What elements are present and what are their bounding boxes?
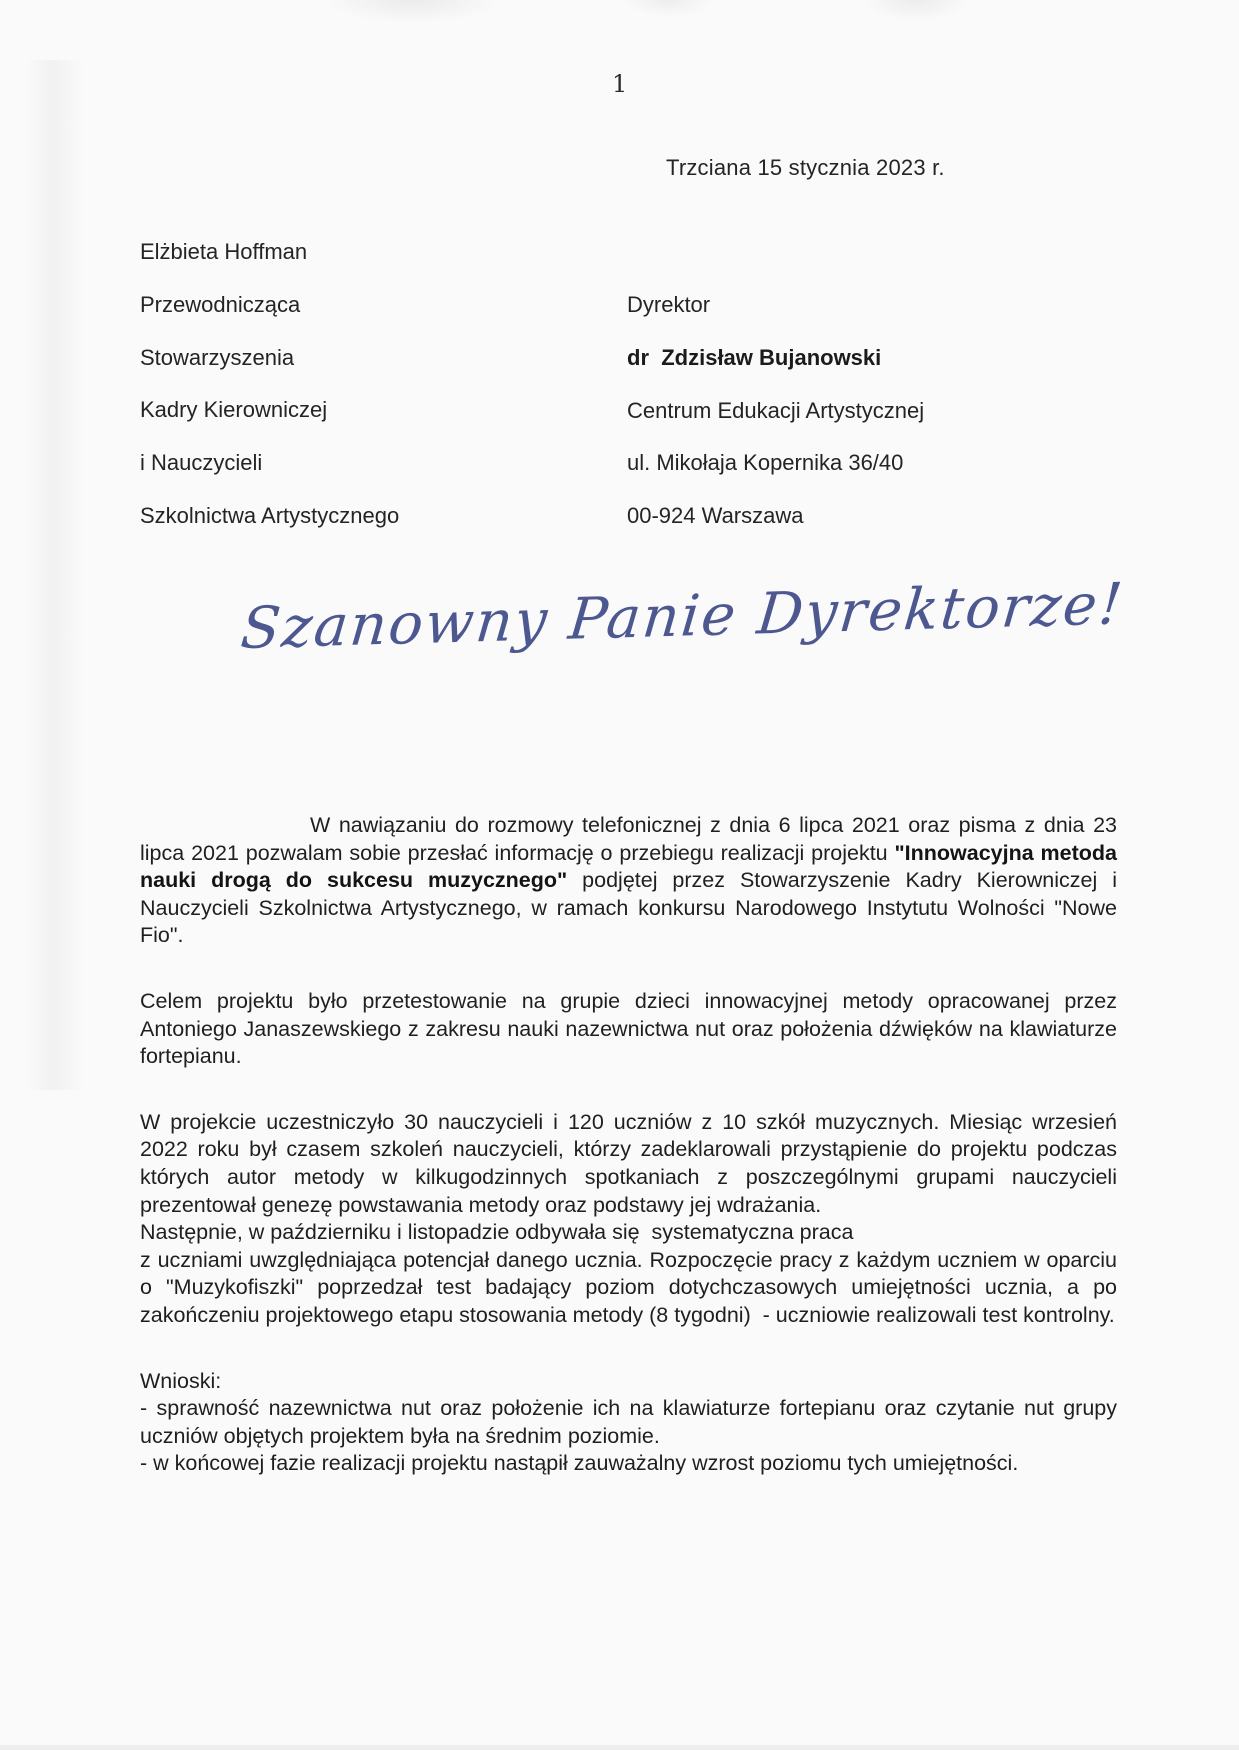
conclusion-item: - w końcowej fazie realizacji projektu nastąpił zauważalny wzrost poziomu tych umiejętności. [140,1451,1019,1476]
sender-name: Elżbieta Hoffman [140,239,308,264]
recipient-name: dr Zdzisław Bujanowski [627,344,882,370]
conclusions-heading: Wnioski: [140,1368,222,1393]
paragraph-text: Celem projektu było przetestowanie na grupie dzieci innowacyjnej metody opracowanej przez Antoniego Janaszewskiego z zakresu nauki nazewnictwa nut oraz położenia dźwięków na klawiaturze fortepianu. [140,988,1123,1069]
scan-edge-bottom [0,1745,1239,1750]
recipient-city: 00-924 Warszawa [627,503,804,529]
letter-body [140,812,1123,1516]
paragraph-project-goal [140,988,1123,1071]
sender-org-line: Stowarzyszenia [140,344,295,370]
project-title-bold: "Innowacyjna metoda nauki drogą do sukcesu muzycznego" [140,840,1123,893]
paragraph-text: W nawiązaniu do rozmowy telefonicznej z dnia 6 lipca 2021 oraz pisma z dnia 23 lipca 2021 pozwalam sobie przesłać informację o przebiegu realizacji projektu [140,813,1123,865]
scan-smudge-top-center [626,0,712,16]
paragraph-text: W projekcie uczestniczyło 30 nauczycieli i 120 uczniów z 10 szkół muzycznych. Miesiąc wrzesień 2022 roku był czasem szkoleń nauczycieli, którzy zadeklarowali przystąpienie do projektu podczas których autor metody w kilkugodzinnych spotkaniach z poszczególnymi grupami nauczycieli prezentował genezę powstawania metody oraz podstawy jej wdrażania. [140,1109,1123,1217]
dateline: Trzciana 15 stycznia 2023 r. [666,155,945,180]
sender-block [140,226,399,543]
recipient-block [627,279,924,543]
paragraph-project-info [140,812,1123,950]
paragraph-project-course [140,1109,1123,1330]
sender-org-line: Szkolnictwa Artystycznego [140,502,400,528]
paragraph-text: Następnie, w październiku i listopadzie odbywała się systematyczna praca [140,1220,854,1245]
paragraph-text: podjętej przez Stowarzyszenie Kadry Kierowniczej i Nauczycieli Szkolnictwa Artystycznego, w ramach konkursu Narodowego Instytutu Wolności "Nowe Fio". [140,868,1123,948]
recipient-title: Dyrektor [627,292,711,317]
sender-role: Przewodnicząca [140,291,301,317]
scan-smudge-top-left [330,0,495,22]
scan-smudge-top-right [866,0,966,20]
handwritten-salutation: Szanowny Panie Dyrektorze! [238,571,1127,662]
paragraph-text: z uczniami uwzględniająca potencjał danego ucznia. Rozpoczęcie pracy z każdym uczniem w oparciu o "Muzykofiszki" poprzedzał test badający poziom dotychczasowych umiejętności ucznia, a po zakończeniu projektowego etapu stosowania metody (8 tygodni) - uczniowie realizowali test kontrolny. [140,1247,1123,1327]
sender-org-line: Kadry Kierowniczej [140,397,328,423]
conclusion-item: - sprawność nazewnictwa nut oraz położenie ich na klawiaturze fortepianu oraz czytanie nut grupy uczniów objętych projektem była na średnim poziomie. [140,1396,1123,1448]
page-number: 1 [612,70,628,98]
scan-edge-left [26,60,84,1090]
sender-org-line: i Nauczycieli [140,450,263,476]
paragraph-conclusions [140,1368,1123,1478]
recipient-street: ul. Mikołaja Kopernika 36/40 [627,450,904,476]
recipient-institution: Centrum Edukacji Artystycznej [627,397,925,423]
